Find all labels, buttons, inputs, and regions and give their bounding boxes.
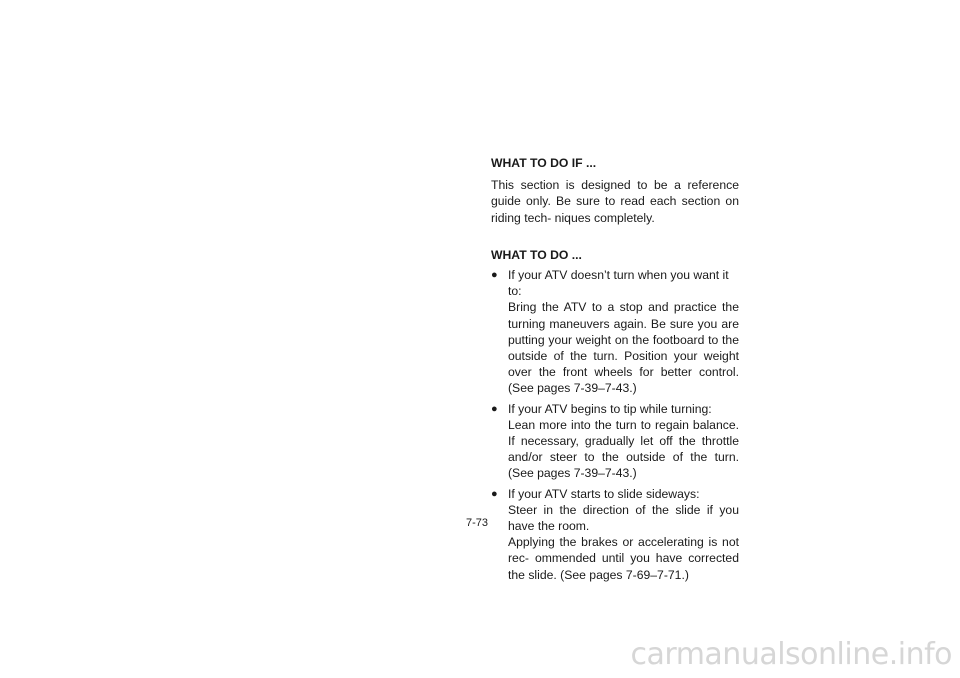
manual-text-column: [491, 155, 739, 587]
item-action: Lean more into the turn to regain balance. If necessary, gradually let off the throttle and/or steer to the outside of the turn. (See pages 7-39–7-43.): [508, 417, 739, 481]
list-item: [491, 267, 739, 397]
list-item: [491, 486, 739, 583]
item-action: Steer in the direction of the slide if you have the room.: [508, 502, 739, 534]
bullet-icon: ●: [491, 269, 498, 282]
intro-paragraph: This section is designed to be a reference guide only. Be sure to read each section on riding tech- niques completely.: [491, 178, 739, 225]
bullet-icon: ●: [491, 402, 498, 415]
list-item: [491, 401, 739, 482]
page-number: 7-73: [466, 517, 489, 529]
bullet-icon: ●: [491, 487, 498, 500]
item-action: Bring the ATV to a stop and practice the turning maneuvers again. Be sure you are putting your weight on the footboard to the outside of the turn. Position your weight over the front wheels for better control. (See pages 7-39–7-43.): [508, 300, 739, 396]
item-condition: If your ATV begins to tip while turning:: [508, 401, 712, 416]
watermark-text: carmanualsonline.info: [630, 637, 952, 672]
bullet-list: [491, 267, 739, 583]
subheading: WHAT TO DO ...: [491, 247, 582, 262]
item-condition: If your ATV doesn’t turn when you want it to:: [508, 268, 729, 299]
item-action-secondary: Applying the brakes or accelerating is not rec- ommended until you have corrected the slide. (See pages 7-69–7-71.): [508, 535, 739, 582]
item-condition: If your ATV starts to slide sideways:: [508, 486, 700, 501]
section-heading: WHAT TO DO IF ...: [491, 156, 597, 170]
